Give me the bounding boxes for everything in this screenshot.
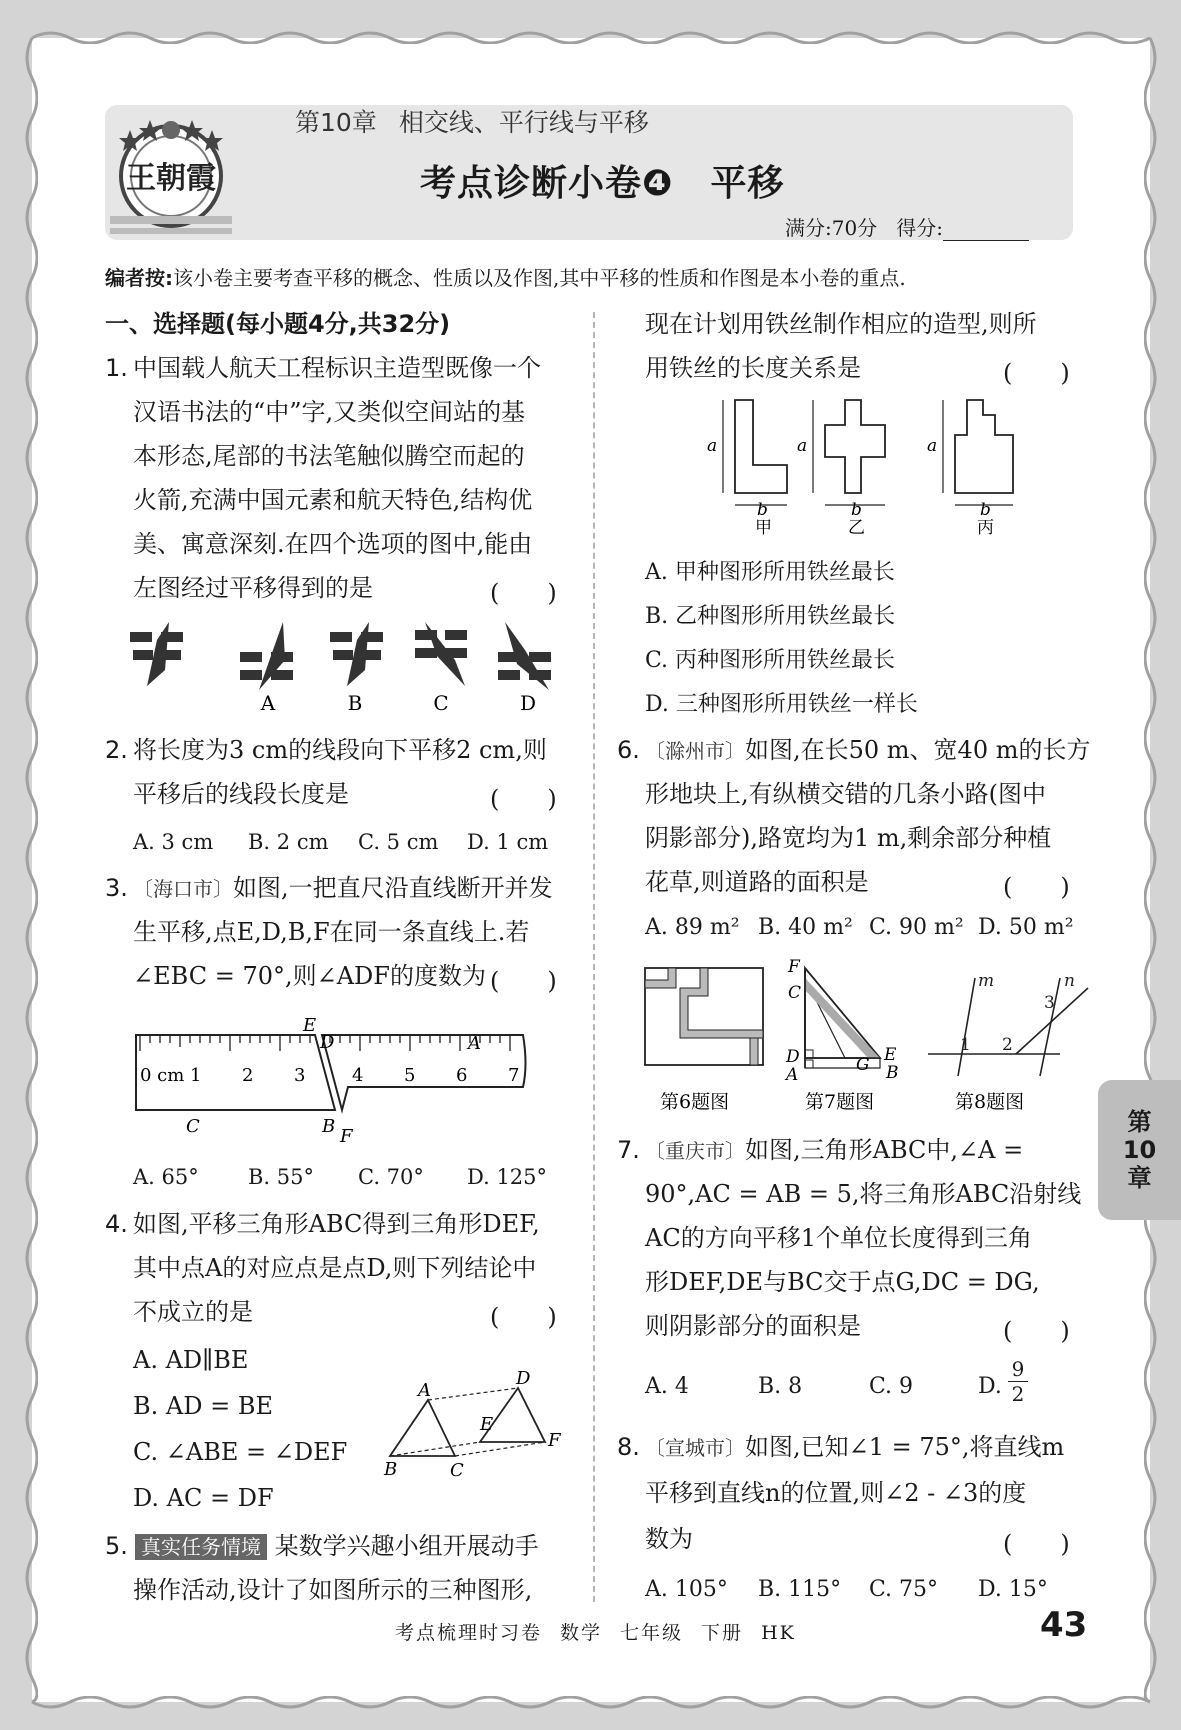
q3-point-b: B bbox=[322, 1116, 336, 1137]
q4-option-a: A. AD∥BE bbox=[133, 1346, 249, 1374]
q4-point-f: F bbox=[548, 1430, 561, 1451]
dim-b-jia: b bbox=[757, 500, 768, 520]
q3-option-c: C. 70° bbox=[358, 1165, 424, 1189]
fig7-point-e: E bbox=[884, 1045, 897, 1065]
page-number: 43 bbox=[1040, 1605, 1088, 1645]
q6-region-tag: 〔滁州市〕 bbox=[645, 739, 745, 763]
q4-option-c: C. ∠ABE = ∠DEF bbox=[133, 1438, 348, 1466]
fig8-line-n: n bbox=[1064, 971, 1075, 991]
q4-point-d: D bbox=[516, 1370, 531, 1389]
fig8-angle-1: 1 bbox=[960, 1035, 971, 1055]
q2-option-c: C. 5 cm bbox=[358, 830, 439, 854]
q5-option-d: D. 三种图形所用铁丝一样长 bbox=[645, 692, 918, 717]
q4-answer-blank[interactable]: ( ) bbox=[490, 1303, 557, 1331]
q2-line: 将长度为3 cm的线段向下平移2 cm,则 bbox=[133, 736, 547, 764]
q1-figure bbox=[125, 620, 565, 720]
q3-number: 3. bbox=[105, 874, 128, 902]
dim-a-yi: a bbox=[797, 436, 808, 456]
q3-ruler-figure bbox=[130, 1015, 540, 1145]
q3-option-a: A. 65° bbox=[133, 1165, 199, 1189]
ruler-tick-4: 4 bbox=[352, 1065, 364, 1086]
q3-option-b: B. 55° bbox=[248, 1165, 315, 1189]
q8-option-c: C. 75° bbox=[869, 1577, 939, 1602]
q2-option-a: A. 3 cm bbox=[133, 830, 214, 854]
q1-label-c: C bbox=[433, 691, 449, 715]
full-score: 满分:70分 bbox=[785, 216, 878, 240]
publisher-logo bbox=[110, 108, 232, 236]
ruler-tick-1: 1 bbox=[190, 1065, 202, 1086]
q5-answer-blank[interactable]: ( ) bbox=[1003, 359, 1070, 387]
q3-line-text: 如图,一把直尺沿直线断开并发 bbox=[233, 874, 553, 902]
footer bbox=[395, 1618, 814, 1645]
chapter-number: 第10章 bbox=[295, 108, 377, 137]
q3-point-e: E bbox=[303, 1015, 317, 1036]
ruler-tick-7: 7 bbox=[508, 1065, 520, 1086]
shape-yi bbox=[825, 400, 885, 493]
q7-region-tag: 〔重庆市〕 bbox=[645, 1139, 745, 1163]
ruler-tick-0: 0 cm bbox=[140, 1065, 185, 1086]
q7-fraction bbox=[1008, 1357, 1028, 1406]
q7-line: 形DEF,DE与BC交于点G,DC = DG, bbox=[645, 1268, 1040, 1296]
q4-line: 如图,平移三角形ABC得到三角形DEF, bbox=[133, 1210, 540, 1238]
q7-number: 7. bbox=[617, 1136, 640, 1164]
q7-option-b: B. 8 bbox=[758, 1374, 803, 1399]
q4-number: 4. bbox=[105, 1210, 128, 1238]
fig8-line-m: m bbox=[978, 971, 995, 991]
q8-option-a: A. 105° bbox=[645, 1577, 728, 1602]
q5-option-b: B. 乙种图形所用铁丝最长 bbox=[645, 604, 896, 629]
q2-option-b: B. 2 cm bbox=[248, 830, 329, 854]
dim-b-yi: b bbox=[851, 500, 862, 520]
q1-label-a: A bbox=[260, 691, 276, 715]
q6-answer-blank[interactable]: ( ) bbox=[1003, 873, 1070, 901]
fig7-point-a: A bbox=[786, 1065, 799, 1085]
q1-option-d bbox=[498, 622, 551, 690]
q6-number: 6. bbox=[617, 736, 640, 764]
q7-line: 则阴影部分的面积是 bbox=[645, 1312, 861, 1340]
q8-line: 数为 bbox=[645, 1525, 693, 1553]
shape-bing bbox=[955, 400, 1013, 493]
q7-line-text: 如图,三角形ABC中,∠A = bbox=[745, 1136, 1024, 1164]
q6-line: 形地块上,有纵横交错的几条小路(图中 bbox=[645, 780, 1046, 808]
q1-label-b: B bbox=[347, 691, 363, 715]
q7-option-a: A. 4 bbox=[645, 1374, 689, 1399]
q1-line: 左图经过平移得到的是 bbox=[133, 574, 373, 602]
q4-point-e: E bbox=[480, 1414, 494, 1435]
q6-line: 阴影部分),路宽均为1 m,剩余部分种植 bbox=[645, 824, 1052, 852]
score-line bbox=[785, 212, 1029, 241]
q1-line: 汉语书法的“中”字,又类似空间站的基 bbox=[133, 398, 526, 426]
fig8-angle-3: 3 bbox=[1044, 993, 1055, 1013]
triangle-abc bbox=[390, 1400, 455, 1456]
q4-option-b: B. AD = BE bbox=[133, 1392, 273, 1420]
score-blank[interactable] bbox=[943, 222, 1029, 241]
dim-a-bing: a bbox=[927, 436, 938, 456]
q8-line bbox=[645, 1432, 1064, 1463]
q3-line: 生平移,点E,D,B,F在同一条直线上.若 bbox=[133, 918, 530, 946]
chapter-side-tab[interactable] bbox=[1098, 1080, 1181, 1220]
editor-note-text: 该小卷主要考查平移的概念、性质以及作图,其中平移的性质和作图是本小卷的重点. bbox=[173, 266, 906, 290]
q1-logo-original bbox=[130, 622, 183, 686]
q3-answer-blank[interactable]: ( ) bbox=[490, 967, 557, 995]
fig7-caption: 第7题图 bbox=[805, 1091, 875, 1113]
fig6-field bbox=[645, 968, 763, 1065]
shape-name-yi: 乙 bbox=[848, 518, 865, 538]
ruler-tick-5: 5 bbox=[404, 1065, 416, 1086]
q6-line-text: 如图,在长50 m、宽40 m的长方 bbox=[745, 736, 1091, 764]
svg-text:王朝霞: 王朝霞 bbox=[126, 161, 216, 196]
q1-answer-blank[interactable]: ( ) bbox=[490, 579, 557, 607]
q7-fraction-numerator: 9 bbox=[1008, 1357, 1028, 1382]
ruler-tick-2: 2 bbox=[242, 1065, 254, 1086]
shape-jia bbox=[735, 400, 787, 493]
dim-b-bing: b bbox=[980, 500, 991, 520]
q8-region-tag: 〔宣城市〕 bbox=[645, 1436, 745, 1460]
q4-option-d: D. AC = DF bbox=[133, 1484, 274, 1512]
footer-grade: 七年级 bbox=[620, 1622, 684, 1644]
q7-fraction-denominator: 2 bbox=[1011, 1382, 1025, 1406]
shape-name-jia: 甲 bbox=[755, 518, 772, 538]
fig7-triangles bbox=[784, 958, 899, 1085]
q5-line: 现在计划用铁丝制作相应的造型,则所 bbox=[645, 310, 1037, 338]
q1-line: 中国载人航天工程标识主造型既像一个 bbox=[133, 354, 541, 382]
q2-answer-blank[interactable]: ( ) bbox=[490, 785, 557, 813]
q2-number: 2. bbox=[105, 736, 128, 764]
q1-line: 本形态,尾部的书法笔触似腾空而起的 bbox=[133, 442, 525, 470]
q7-option-d: D. bbox=[978, 1374, 1002, 1399]
q7-line: AC的方向平移1个单位长度得到三角 bbox=[645, 1224, 1032, 1252]
q3-point-f: F bbox=[340, 1126, 353, 1145]
footer-subject: 数学 bbox=[560, 1622, 603, 1644]
q2-option-d: D. 1 cm bbox=[467, 830, 549, 854]
q1-line: 火箭,充满中国元素和航天特色,结构优 bbox=[133, 486, 533, 514]
footer-series: 考点梳理时习卷 bbox=[395, 1622, 543, 1644]
q4-line: 其中点A的对应点是点D,则下列结论中 bbox=[133, 1254, 537, 1282]
q5-line-text: 某数学兴趣小组开展动手 bbox=[274, 1532, 539, 1560]
q4-line: 不成立的是 bbox=[133, 1298, 253, 1326]
q7-line: 90°,AC = AB = 5,将三角形ABC沿射线 bbox=[645, 1180, 1082, 1208]
footer-volume: 下册 bbox=[701, 1622, 744, 1644]
q5-shapes-figure bbox=[705, 395, 1045, 545]
fig7-point-f: F bbox=[788, 958, 800, 977]
chapter-title: 相交线、平行线与平移 bbox=[398, 108, 649, 137]
q4-triangle-figure bbox=[380, 1370, 580, 1480]
q6-option-c: C. 90 m² bbox=[869, 915, 964, 940]
q1-option-b bbox=[330, 622, 383, 686]
q3-point-d: D bbox=[320, 1032, 335, 1053]
page-title: 考点诊断小卷❹ 平移 bbox=[420, 163, 785, 204]
editor-note-label: 编者按: bbox=[105, 266, 173, 290]
side-tab-line1: 第 bbox=[1127, 1108, 1152, 1136]
fig7-point-c: C bbox=[788, 983, 802, 1003]
q7-line bbox=[645, 1135, 1023, 1166]
ruler-tick-3: 3 bbox=[294, 1065, 306, 1086]
side-tab-line3: 章 bbox=[1127, 1164, 1152, 1192]
side-tab-line2: 10 bbox=[1122, 1136, 1157, 1164]
q4-point-b: B bbox=[384, 1459, 398, 1480]
q8-number: 8. bbox=[617, 1433, 640, 1461]
q5-number: 5. bbox=[105, 1532, 128, 1560]
footer-edition: HK bbox=[761, 1622, 796, 1644]
chapter-heading bbox=[295, 103, 671, 139]
q6-line: 花草,则道路的面积是 bbox=[645, 868, 869, 896]
figures-6-7-8 bbox=[640, 958, 1090, 1118]
q3-line: ∠EBC = 70°,则∠ADF的度数为 bbox=[133, 962, 486, 990]
q8-answer-blank[interactable]: ( ) bbox=[1003, 1530, 1070, 1558]
fig8-lines bbox=[928, 971, 1088, 1076]
fig6-caption: 第6题图 bbox=[660, 1091, 730, 1113]
shape-name-bing: 丙 bbox=[977, 518, 994, 538]
score-label: 得分: bbox=[896, 216, 944, 240]
q6-option-d: D. 50 m² bbox=[978, 915, 1074, 940]
q3-line bbox=[133, 873, 553, 904]
q7-answer-blank[interactable]: ( ) bbox=[1003, 1317, 1070, 1345]
q7-option-c: C. 9 bbox=[869, 1374, 914, 1399]
fig8-caption: 第8题图 bbox=[955, 1091, 1025, 1113]
q3-region-tag: 〔海口市〕 bbox=[133, 877, 233, 901]
q5-line bbox=[135, 1531, 539, 1561]
fig7-point-b: B bbox=[886, 1063, 899, 1083]
q6-line bbox=[645, 735, 1090, 766]
q5-badge: 真实任务情境 bbox=[135, 1534, 267, 1560]
dim-a-jia: a bbox=[707, 436, 718, 456]
q8-option-b: B. 115° bbox=[758, 1577, 842, 1602]
q8-line: 平移到直线n的位置,则∠2 - ∠3的度 bbox=[645, 1479, 1027, 1507]
q1-number: 1. bbox=[105, 354, 128, 382]
q3-point-a: A bbox=[468, 1033, 481, 1054]
q5-option-c: C. 丙种图形所用铁丝最长 bbox=[645, 648, 896, 673]
q3-point-c: C bbox=[186, 1116, 200, 1137]
q5-option-a: A. 甲种图形所用铁丝最长 bbox=[645, 560, 895, 585]
fig8-angle-2: 2 bbox=[1002, 1035, 1013, 1055]
fig7-point-g: G bbox=[856, 1055, 870, 1075]
column-divider bbox=[593, 312, 595, 1602]
q8-line-text: 如图,已知∠1 = 75°,将直线m bbox=[745, 1433, 1065, 1461]
q1-line: 美、寓意深刻.在四个选项的图中,能由 bbox=[133, 530, 533, 558]
q2-line: 平移后的线段长度是 bbox=[133, 780, 349, 808]
q4-point-a: A bbox=[418, 1380, 431, 1401]
ruler-tick-6: 6 bbox=[456, 1065, 468, 1086]
editor-note bbox=[105, 262, 906, 291]
fig7-point-d: D bbox=[786, 1047, 800, 1067]
q1-label-d: D bbox=[519, 691, 537, 715]
q5-line: 用铁丝的长度关系是 bbox=[645, 354, 861, 382]
q8-option-d: D. 15° bbox=[978, 1577, 1048, 1602]
q6-option-a: A. 89 m² bbox=[645, 915, 740, 940]
q6-option-b: B. 40 m² bbox=[758, 915, 853, 940]
q4-point-c: C bbox=[450, 1460, 464, 1480]
q5-line: 操作活动,设计了如图所示的三种图形, bbox=[133, 1576, 533, 1604]
q1-option-a bbox=[240, 622, 293, 690]
q1-option-c bbox=[415, 622, 467, 686]
q3-option-d: D. 125° bbox=[467, 1165, 548, 1189]
section-title: 一、选择题(每小题4分,共32分) bbox=[105, 310, 451, 338]
